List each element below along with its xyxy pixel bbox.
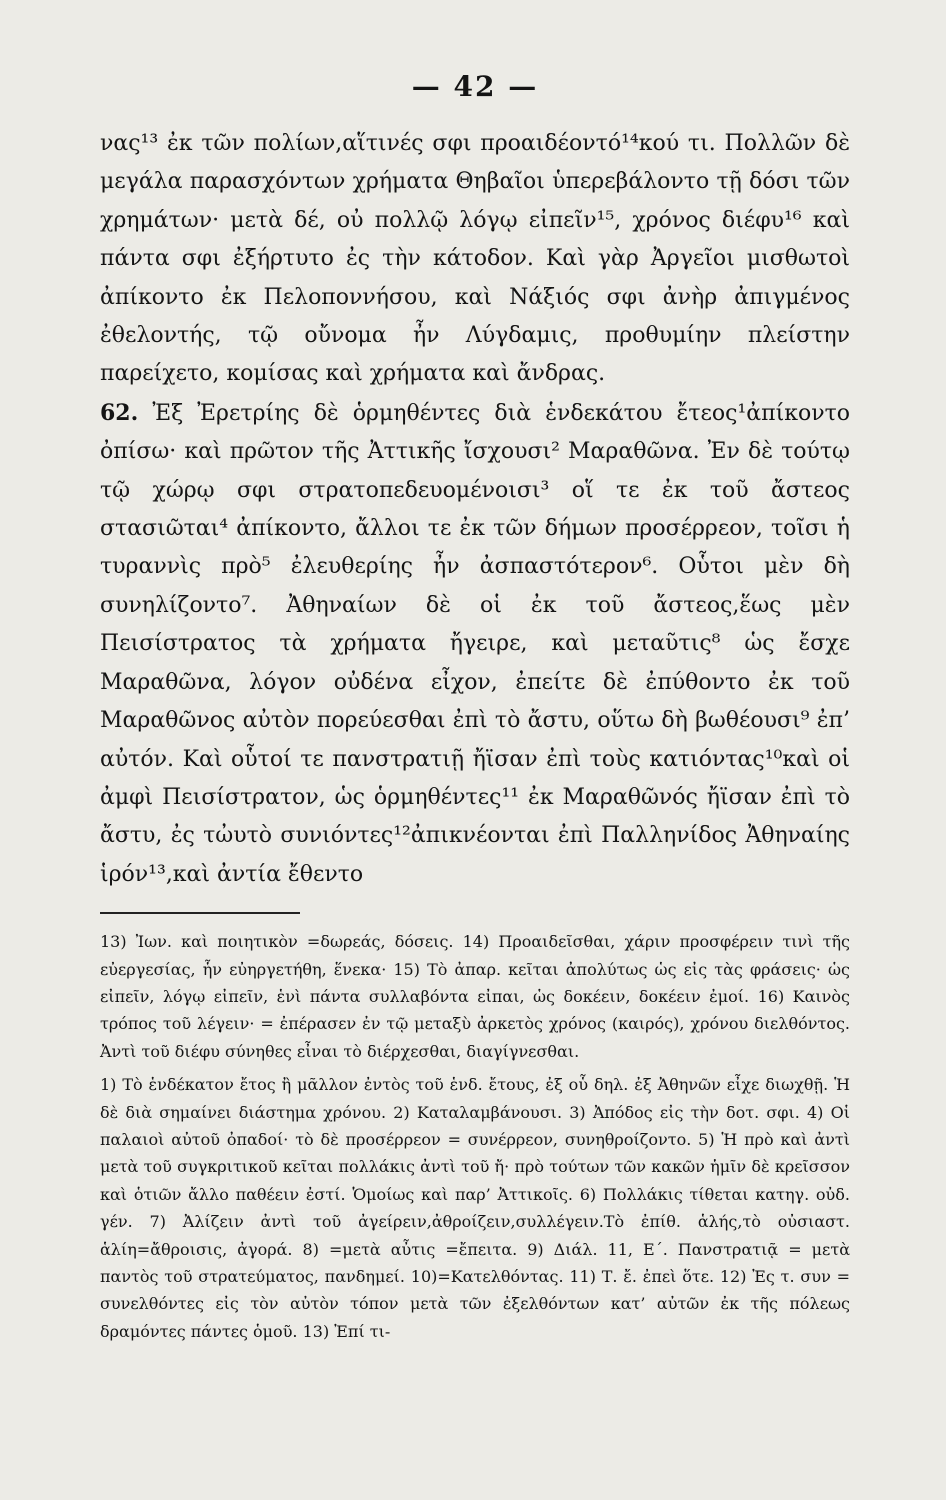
footnotes-previous-section: 13) Ἰων. καὶ ποιητικὸν =δωρεάς, δόσεις. 14) Προαιδεῖσθαι, χάριν προσφέρειν τινὶ τῆς εὐεργεσίας, ἧν εὐηργετήθη, ἕνεκα· 15) Τὸ ἀπαρ. κεῖται ἀπολύτως ὡς εἰς τὰς φράσεις· ὡς εἰπεῖν, λόγῳ εἰπεῖν, ἑνὶ πάντα συλλαβόντα εἰπαι, ὡς δοκέειν, δοκέειν ἐμοί. 16) Καινὸς τρόπος τοῦ λέγειν· = ἐπέρασεν ἐν τῷ μεταξὺ ἀρκετὸς χρόνος (καιρός), χρόνου διελθόντος. Ἀντὶ τοῦ διέφυ σύνηθες εἶναι τὸ διέρχεσθαι, διαγίγνεσθαι. [100, 932, 850, 1061]
main-text [100, 125, 850, 894]
section-62-text: Ἐξ Ἐρετρίης δὲ ὁρμηθέντες διὰ ἑνδεκάτου ἔτεος¹ἀπίκοντο ὀπίσω· καὶ πρῶτον τῆς Ἀττικῆς ἴσχουσι² Μαραθῶνα. Ἐν δὲ τούτῳ τῷ χώρῳ σφι στρατοπεδευομένοισι³ οἵ τε ἐκ τοῦ ἄστεος στασιῶται⁴ ἀπίκοντο, ἄλλοι τε ἐκ τῶν δήμων προσέρρεον, τοῖσι ἡ τυραννὶς πρὸ⁵ ἐλευθερίης ἦν ἀσπαστότερον⁶. Οὗτοι μὲν δὴ συνηλίζοντο⁷. Ἀθηναίων δὲ οἱ ἐκ τοῦ ἄστεος,ἕως μὲν Πεισίστρατος τὰ χρήματα ἤγειρε, καὶ μεταῦτις⁸ ὡς ἔσχε Μαραθῶνα, λόγον οὐδένα εἶχον, ἐπείτε δὲ ἐπύθοντο ἐκ τοῦ Μαραθῶνος αὐτὸν πορεύεσθαι ἐπὶ τὸ ἄστυ, οὕτω δὴ βωθέουσι⁹ ἐπ’ αὐτόν. Καὶ οὗτοί τε πανστρατιῇ ἤϊσαν ἐπὶ τοὺς κατιόντας¹⁰καὶ οἱ ἀμφὶ Πεισίστρατον, ὡς ὁρμηθέντες¹¹ ἐκ Μαραθῶνός ἤϊσαν ἐπὶ τὸ ἄστυ, ἐς τὠυτὸ συνιόντες¹²ἀπικνέονται ἐπὶ Παλληνίδος Ἀθηναίης ἱρόν¹³,καὶ ἀντία ἔθεντο [100, 400, 850, 887]
paragraph-section-62 [100, 394, 850, 894]
paragraph-continuation: νας¹³ ἐκ τῶν πολίων,αἵτινές σφι προαιδέοντό¹⁴κού τι. Πολλῶν δὲ μεγάλα παρασχόντων χρήματα Θηβαῖοι ὑπερεβάλοντο τῇ δόσι τῶν χρημάτων· μετὰ δέ, οὐ πολλῷ λόγῳ εἰπεῖν¹⁵, χρόνος διέφυ¹⁶ καὶ πάντα σφι ἐξήρτυτο ἐς τὴν κάτοδον. Καὶ γὰρ Ἀργεῖοι μισθωτοὶ ἀπίκοντο ἐκ Πελοποννήσου, καὶ Νάξιός σφι ἀνὴρ ἀπιγμένος ἐθελοντής, τῷ οὔνομα ἦν Λύγδαμις, προθυμίην πλείστην παρείχετο, κομίσας καὶ χρήματα καὶ ἄνδρας. [100, 131, 850, 387]
footnotes-section-62: 1) Τὸ ἑνδέκατον ἔτος ἢ μᾶλλον ἐντὸς τοῦ ἑνδ. ἔτους, ἐξ οὗ δηλ. ἐξ Ἀθηνῶν εἶχε διωχθῇ. Ἡ δὲ διὰ σημαίνει διάστημα χρόνου. 2) Καταλαμβάνουσι. 3) Ἀπόδος εἰς τὴν δοτ. σφι. 4) Οἱ παλαιοὶ αὐτοῦ ὀπαδοί· τὸ δὲ προσέρρεον = συνέρρεον, συνηθροίζοντο. 5) Ἡ πρὸ καὶ ἀντὶ μετὰ τοῦ συγκριτικοῦ κεῖται πολλάκις ἀντὶ τοῦ ἤ· πρὸ τούτων τῶν κακῶν ἡμῖν δὲ κρεῖσσον καὶ ὁτιῶν ἄλλο παθέειν ἐστί. Ὁμοίως καὶ παρ’ Ἀττικοῖς. 6) Πολλάκις τίθεται κατηγ. οὐδ. γέν. 7) Ἀλίζειν ἀντὶ τοῦ ἀγείρειν,ἀθροίζειν,συλλέγειν.Τὸ ἐπίθ. ἁλής,τὸ οὐσιαστ. ἁλίη=ἄθροισις, ἀγορά. 8) =μετὰ αὖτις =ἔπειτα. 9) Διάλ. 11, Ε΄. Πανστρατιᾷ = μετὰ παντὸς τοῦ στρατεύματος, πανδημεί. 10)=Κατελθόντας. 11) Τ. ἔ. ἐπεὶ ὅτε. 12) Ἐς τ. συν = συνελθόντες εἰς τὸν αὐτὸν τόπον μετὰ τῶν ἐξελθόντων κατ’ αὐτῶν ἐκ τῆς πόλεως δραμόντες πάντες ὁμοῦ. 13) Ἐπί τι- [100, 1075, 850, 1341]
footnote-rule [100, 912, 300, 914]
section-number: 62. [100, 399, 139, 426]
page-number: — 42 — [411, 70, 539, 103]
footnotes [100, 928, 850, 1345]
